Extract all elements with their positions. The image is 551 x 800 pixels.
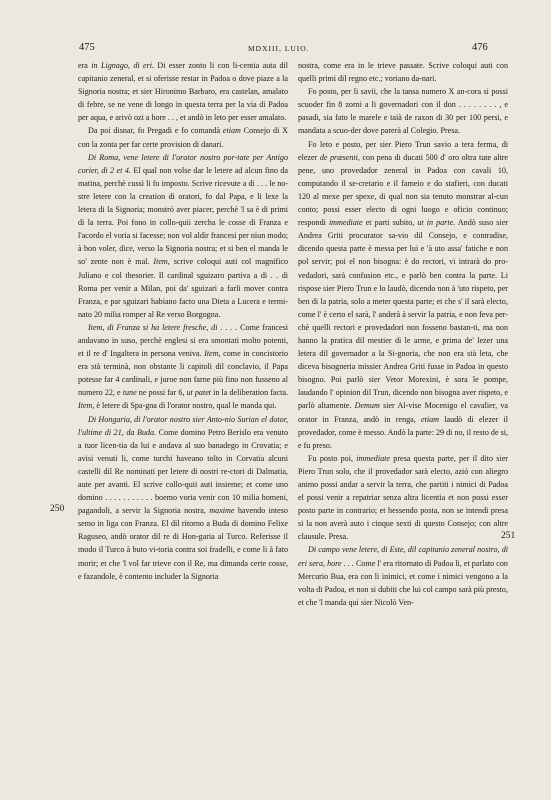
paragraph [78,59,288,124]
text-run: con pena di ducati 500 d' oro oltra tute altre pene, uno provedador zeneral in Padoa con cavali 10, computando il se-cretario e il fameio e do stafieri, con ducati 120 al mexe per spexe, di qual non sia tenuto monstrar al-cun conto; possi esser electo di ogni luogo e oficio continuo; respondi [298,152,508,228]
text-run: havendo inteso semo in liga con Franza. El dil ritorno a Buda di domino Felixe Raguseo, andò orator dil re di Hon-garia al Turco. Referisse il modo il Turco à buto vi-toria contra soi fradelli, e come li à fato morir; et che 'l vol far trieve con il Re, ma dimanda certe cosse, e fazandole, è contento includer la Signoria [78,506,288,581]
text-run: era [78,61,92,70]
text-run: et parti subito, [362,218,418,228]
text-run: Andò suso sier Andrea Griti procurator sa-vio dil Consejo, e contradise, dicendo questa parte è messa per lui e 'à uto assa' fatiche e non pol servir; poi el non bisogna: è do rectori, vi intrarà do pro-vedadori, sarà confusion etc., e parlò ben contra la parte. Li rispose sier Piero Trun e lo laudò, dicendo non à 'uto rispeto, per ben di la patria, solo a meter questa parte; et che s' il sarà electo, come l' è certo el sarà, l' anderà à servir la patria, e non feva per-chè quelli rectori e provedadori non fosseno bastan-ti, ma non hanno la pratica dil mestier di le arme, e prima de' lezer una letera dil governador a la Si-gnoria, che non era stà leta, che diceva bisogneria missier Andrea Griti fusse in Padoa in questo bisogno. Poi parlò sier Vetor Morexini, è sora le pompe, laudando l' opinion dil Trun, dicendo non bisogna aver rispeto, e parlò altamente. [298,218,508,411]
italic-text: Di Roma, vene letere di l'orator nostro por-tate per Antigo corier, di 2 et 4. [78,152,288,175]
paragraph [298,543,508,608]
text-run: in la deliberation facta. [211,388,288,398]
text-run: laudò di elezer il provedador, come è messo. Andò la parte: 29 di no, il resto de si, e fu preso. [298,414,508,450]
paragraph [78,321,288,413]
italic-text: maxime [209,506,235,516]
paragraph [298,138,508,452]
italic-text: Di campo vene letere, di Este, dil capitanio zeneral nostro, di eri sera, hore . . . [298,545,508,568]
page-number-right: 476 [472,42,488,53]
text-run: è letere di Spa-gna di l'orator nostro, qual le manda qui. [94,401,277,411]
italic-text: immediate [356,453,390,463]
text-run: Fu posto poi, [308,453,357,463]
text-run: Come domino Petro Berislo era venuto a tuor licen-tia da lui e andava al suo banadego in Crovatia; e avisi venuti li, come turchi haveano tolto in Corvatia alcuni castelli dil Re nominati per letere di nostri re-ctori di Dalmatia, aute per avanti. El scrive collo-quii auti insieme; et come uno domino . . . . . . . . . . . boemo voria venir con 10 milia homeni, pagandoli, a servir la Signoria nostra, [78,427,288,516]
paragraph [298,85,508,137]
italic-text: Di Hongaria, di l'orator nostro sier Anto-nio Surian el dotor, l'ultime di 21, da Buda. [78,414,288,437]
text-run: ne possi far 6, [136,388,187,398]
text-run: come in concistorio era stà terminà, non obstante li capitoli dil conclavio, il Papa potesse far 4 cardinali, e juroe non farne più fino non fusseno al numero 22, e [78,349,288,398]
italic-text: de præsenti, [319,152,360,162]
text-run: El qual non volse dar le letere ad alcun fino da matina, perchè cussì li fo imposto. Scrive ricevute a di . . . le no-stre letere con la creation di oratori, fo dal Papa, e li lexe la letera di la Signoria; monstrò aver piacer, perchè 'l sa è di primi di la terra. Poi fono in collo-quii zercha le cosse di Franza e l'acordo el voria si facesse; non vol aldir francesi per niun modo; à bon voler, dice, verso la Signoria nostra; et si ben el manda le so' zente non è mal. [78,165,288,267]
text-run: nostra, come era in le trieve passate. Scrive coloqui auti con quelli primi dil regno etc.; voriano da-nari. [298,61,508,84]
italic-text: Item, [78,401,95,411]
left-text-column [78,59,288,583]
text-run: Da poi disnar, fo Pregadi e fo comandà [88,126,223,136]
text-run: scrive coloqui auti col magnifico Juliano e col thesorier. Il cardinal sguizaro partiva a di . . di Roma per venir a Milan, poi da' sguizari a farli mover contra Franza, e par sguizari habiano facto una Dieta a Lucera e termi-nato 20 milia romper al Re verso Borgogna. [78,257,288,319]
paragraph [78,124,288,150]
text-run: Fo posto, per li savii, che la tansa numero X an-cora si possi scuoder fin 8 zorni a li governadori con il don . . . . . . . . , e pasadi, sia fato le marele e taià de raxon di 30 per 100 persi, e mandata a scuo-der dove parerà al Colegio. Presa. [298,87,508,136]
italic-text: Demum [354,401,380,411]
italic-text: Item, di Franza si ha letere fresche, di . . . . [88,322,238,332]
italic-text: in Lignago, di eri. [91,61,155,70]
right-text-column [298,59,508,609]
text-run: Di esser zonto li con li-centia auta dil capitanio zeneral, et si oferisse restar in Padoa o dove piaze a la Signoria nostra; et sier Hironimo Barbaro, era castelan, amalato di febre, se ne vene di longo in questa terra per la via di Padoa per aqua, e arivò ozi a hore . . , et andò in leto per esser amalato. [78,61,289,123]
text-run: Consejo di X con la zonta per far certe provision di danari. [78,126,288,149]
paragraph [298,452,508,544]
page-number-left: 475 [79,42,95,53]
text-run: Come francesi andavano in suso, perchè englesi si era smontati molto potenti, et il re d' Ingaltera in persona veniva. [78,322,288,359]
italic-text: ut patet [186,388,212,398]
text-run: presa questa parte, per il dito sier Piero Trun solo, che il provedador sarà electo, azió con aliegro animo possi andar a servir la terra, che partiti i nimici di Padoa el possi venir a repatriar senza altra licentia et non possi esser posto parte in contrario; et hessendo posta, non se intendi presa si la non averà auto i cinque sexti di questo Consejo; con altre clausule. Presa. [298,453,508,542]
italic-text: Item, [204,349,221,359]
text-run: Come l' era ritornato di Padoa li, et parlato con Mercurio Bua, era con li inimici, et come i nimici vengono a la volta di Padoa, et non si dubiti che lui col campo sarà più presto, et che 'l manda qui sier Nicolò Ven- [298,558,508,607]
text-run: sier Al-vise Mocenigo el cavalier, va orator in Franza, andò in renga, [298,401,508,424]
italic-text: tune [122,388,137,398]
paragraph [78,413,288,583]
italic-text: immediate [328,218,363,228]
margin-number-right: 251 [501,531,516,541]
text-run: Fo leto e posto, per sier Piero Trun savio a tera ferma, di elezer [298,139,508,162]
page-header [0,40,551,56]
paragraph [78,151,288,321]
margin-number-left: 250 [50,504,65,514]
italic-text: etiam [222,126,241,136]
paragraph [298,59,508,85]
italic-text: ut in parte. [417,218,456,228]
running-head: MDXIII, LUIO. [248,44,310,53]
italic-text: etiam [421,414,440,424]
italic-text: Item, [153,257,170,267]
